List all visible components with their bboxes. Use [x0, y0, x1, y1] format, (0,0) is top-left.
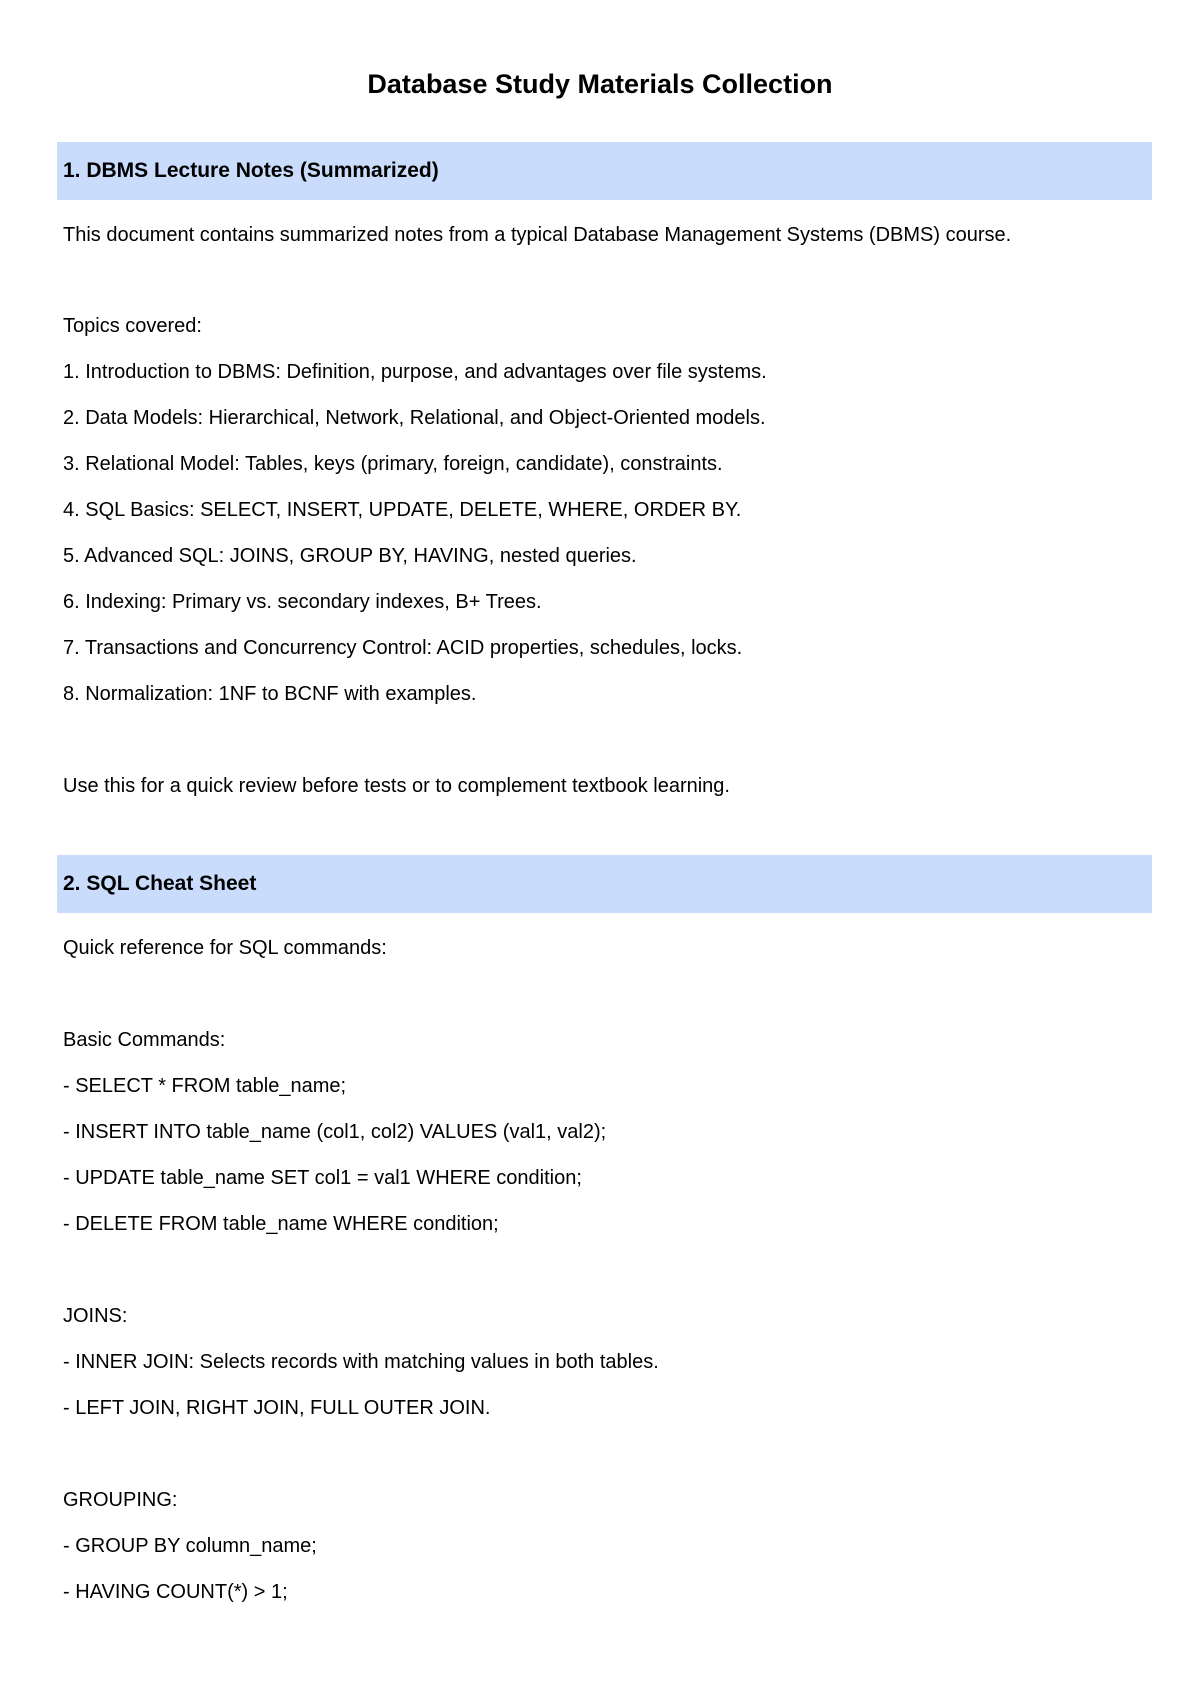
topic-item: 6. Indexing: Primary vs. secondary indexes, B+ Trees. [63, 591, 542, 613]
section-intro-sql: Quick reference for SQL commands: [63, 937, 387, 959]
sql-command-item: - DELETE FROM table_name WHERE condition; [63, 1213, 499, 1235]
section-heading-sql-cheat-sheet: 2. SQL Cheat Sheet [57, 855, 1152, 913]
group-label-joins: JOINS: [63, 1305, 128, 1327]
document-title: Database Study Materials Collection [367, 69, 833, 99]
sql-command-item: - LEFT JOIN, RIGHT JOIN, FULL OUTER JOIN. [63, 1397, 491, 1419]
sql-command-item: - HAVING COUNT(*) > 1; [63, 1581, 288, 1603]
topic-item: 7. Transactions and Concurrency Control: ACID properties, schedules, locks. [63, 637, 743, 659]
sql-command-item: - GROUP BY column_name; [63, 1535, 317, 1557]
topic-item: 8. Normalization: 1NF to BCNF with examples. [63, 683, 477, 705]
topics-label: Topics covered: [63, 315, 202, 337]
sql-command-item: - SELECT * FROM table_name; [63, 1075, 347, 1097]
section-intro-dbms: This document contains summarized notes from a typical Database Management Systems (DBMS) course. [63, 224, 1012, 246]
topic-item: 4. SQL Basics: SELECT, INSERT, UPDATE, DELETE, WHERE, ORDER BY. [63, 499, 742, 521]
section-closing-dbms: Use this for a quick review before tests or to complement textbook learning. [63, 775, 730, 797]
topic-item: 2. Data Models: Hierarchical, Network, Relational, and Object-Oriented models. [63, 407, 766, 429]
section-heading-dbms-notes: 1. DBMS Lecture Notes (Summarized) [57, 142, 1152, 200]
group-label-grouping: GROUPING: [63, 1489, 178, 1511]
topic-item: 3. Relational Model: Tables, keys (primary, foreign, candidate), constraints. [63, 453, 723, 475]
sql-command-item: - UPDATE table_name SET col1 = val1 WHERE condition; [63, 1167, 582, 1189]
sql-command-item: - INNER JOIN: Selects records with matching values in both tables. [63, 1351, 659, 1373]
topic-item: 1. Introduction to DBMS: Definition, purpose, and advantages over file systems. [63, 361, 767, 383]
topic-item: 5. Advanced SQL: JOINS, GROUP BY, HAVING, nested queries. [63, 545, 637, 567]
group-label-basic-commands: Basic Commands: [63, 1029, 226, 1051]
sql-command-item: - INSERT INTO table_name (col1, col2) VALUES (val1, val2); [63, 1121, 607, 1143]
